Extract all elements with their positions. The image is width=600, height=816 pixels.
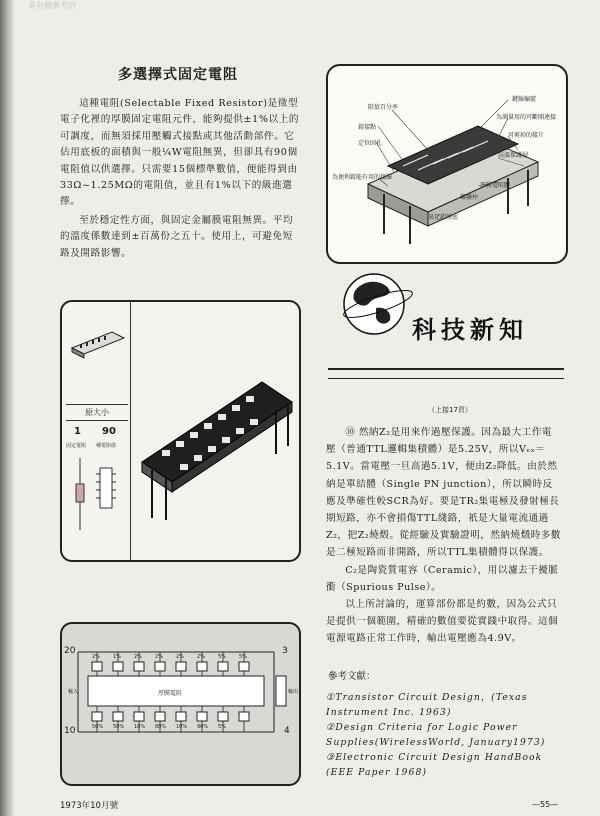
top-pct-6: 2% [197, 654, 205, 660]
top-pct-5: 2% [176, 654, 184, 660]
reference-3: ③Electronic Circuit Design HandBook (EEE Paper 1968) [326, 752, 543, 778]
bot-pct-4: 80% [155, 724, 167, 730]
issue-date: 1973年10月號 [60, 801, 118, 811]
top-pct-2: 1% [113, 654, 121, 660]
actual-size-label: 原大小 [66, 404, 128, 421]
bot-pct-3: 10% [134, 724, 146, 730]
pin-4: 4 [284, 726, 290, 736]
label-protection-layer: 高溫保護層 [498, 152, 529, 159]
bleed-through-text: 具有總參考的 [28, 1, 76, 10]
label-thick-film: 厚膜電阻體 [480, 182, 511, 189]
label-wire-bond: 為便利鎔能有用的接線 [332, 174, 393, 181]
references-list [326, 690, 562, 780]
count-values: 90 [102, 426, 116, 437]
caption-fixed-resistor: 固定電阻 [66, 443, 87, 449]
label-breakable-connection: 為測量用的可斷開連接 [496, 114, 557, 121]
resistor-structure-diagram [326, 64, 568, 264]
top-pct-3: 2% [134, 654, 142, 660]
bot-pct-5: 10% [176, 724, 188, 730]
article-body [60, 96, 300, 264]
bot-pct-2: 50% [113, 724, 125, 730]
reference-2: ②Design Criteria for Logic Power Supplies(WirelessWorld, January1973) [326, 722, 546, 748]
section-paragraph-3: 以上所討論的，運算部份都是約數，因為公式只是提供一個範圍，精確的數值要從實踐中取得。這個電源電路正常工作時，輸出電壓應為4.9V。 [326, 599, 559, 645]
bot-pct-1: 50% [92, 724, 104, 730]
top-pct-8: 5% [239, 654, 247, 660]
pin-10: 10 [64, 726, 76, 736]
caption-resistor-values: 種電阻值 [96, 443, 117, 449]
resistor-network-photo [132, 342, 298, 522]
actual-size-panel [66, 404, 128, 421]
label-key-number: 鍵線編號 [512, 96, 537, 103]
section-body [326, 424, 562, 648]
small-resistor-photo [68, 326, 128, 366]
top-pct-1: 2% [92, 654, 100, 660]
photo-divider [130, 302, 131, 560]
references-title: 參考文獻： [328, 671, 376, 682]
schematic-center-label: 厚膜電阻 [158, 690, 183, 697]
section-title: 科技新知 [412, 316, 528, 344]
page-binding-shadow [0, 0, 14, 816]
label-solder-tab: 鎔接片 [460, 194, 479, 201]
schematic-drawing [62, 624, 299, 784]
section-paragraph-2: C₂是陶瓷質電容（Ceramic），用以濾去干擾脈衝（Spurious Pulse）。 [326, 564, 559, 593]
section-rule-1 [328, 368, 564, 370]
globe-icon [340, 268, 414, 338]
top-pct-7: 5% [218, 654, 226, 660]
article-title: 多選擇式固定電阻 [118, 67, 238, 83]
label-resistance-percent: 阻值百分率 [368, 104, 399, 111]
page-number: —55— [532, 800, 559, 809]
section-rule-2 [328, 378, 564, 379]
reference-1: ①Transistor Circuit Design，(Texas Instrument Inc. 1963) [326, 692, 528, 718]
count-fixed: 1 [74, 426, 81, 437]
pin-20: 20 [64, 646, 76, 656]
label-solder-point: 鎔接點 [358, 124, 377, 131]
continued-note: （上接17頁） [428, 406, 472, 414]
top-pct-4: 2% [155, 654, 163, 660]
schematic-left-label: 輸入 [68, 689, 79, 695]
size-comparison-drawing [66, 454, 130, 534]
section-paragraph-1: ⑩ 然納Z₂是用來作過壓保護。因為最大工作電壓（普通TTL邏輯集積體）是5.25V，所以Vₑₓ＝5.1V。當電壓一旦高過5.1V，便由Z₂降低。由於然納是單結體（Single PN junction），所以瞬時反應及準確性較SCR為好。要是TR₂集電極及發射極長期短路，亦不會損傷TTL綫路，祇是大量電流通過Z₂，把Z₂燒燬。從經驗及實驗證明，然納燒燬時多數是二極短路而非開路，所以TTL集積體得以保護。 [326, 427, 561, 559]
pin-3: 3 [282, 646, 288, 656]
article-paragraph-2: 至於穩定性方面，與固定金屬膜電阻無異。平均的溫度係數達到±百萬份之五十。使用上，可避免短路及開路影響。 [60, 214, 294, 259]
label-locating-hole: 定位固孔 [358, 140, 383, 147]
resistor-schematic-box [60, 622, 301, 786]
label-cuttable-tab: 可剪掉的接片 [508, 132, 545, 139]
article-paragraph-1: 這種電阻(Selectable Fixed Resistor)是徵型電子化裡的厚膜固定電阻元件，能夠提供±1%以上的可調度，而無須採用壓觸式接點或其他活動部件。它佔用底板的面積與一般¼W電阻無異，但卻具有90個電阻值以供選擇。只需要15個標準數值，便能得到由33Ω~1.25MΩ的電阻值，並且有1%以下的級進選擇。 [60, 98, 300, 208]
bot-pct-6: 90% [197, 724, 209, 730]
bot-pct-7: 5% [218, 724, 226, 730]
schematic-right-label: 輸出 [288, 689, 299, 695]
component-photo-box [60, 300, 301, 562]
label-alumina-substrate: 氧化鋁基底 [428, 214, 459, 221]
